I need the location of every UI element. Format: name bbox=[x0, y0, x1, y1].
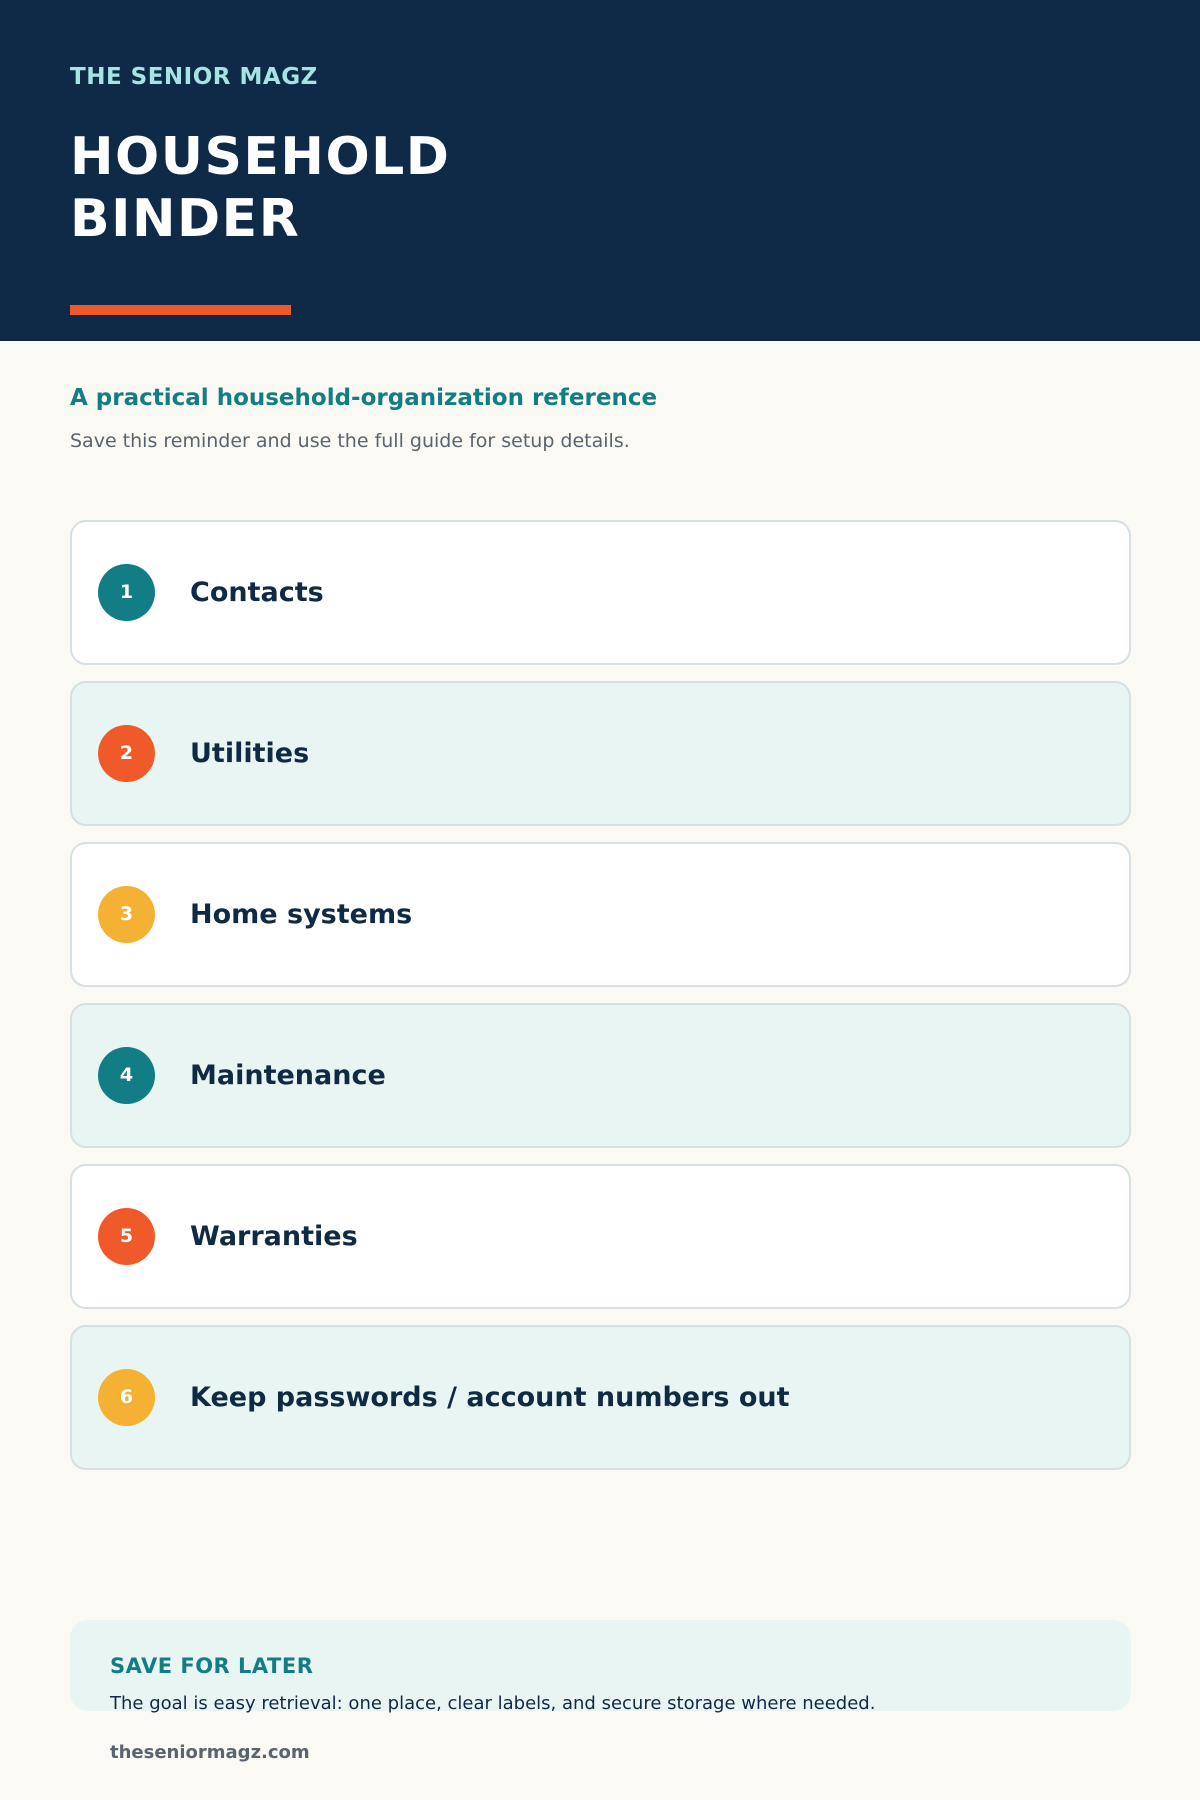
step-number-badge: 6 bbox=[98, 1369, 155, 1426]
section-label: Warranties bbox=[190, 1221, 358, 1252]
title-line-2: BINDER bbox=[70, 189, 301, 249]
section-card-home-systems bbox=[70, 842, 1131, 987]
step-number-badge: 3 bbox=[98, 886, 155, 943]
brand-name: THE SENIOR MAGZ bbox=[70, 64, 318, 90]
section-card-contacts bbox=[70, 520, 1131, 665]
section-label: Home systems bbox=[190, 899, 413, 930]
step-number-badge: 1 bbox=[98, 564, 155, 621]
section-list bbox=[70, 520, 1131, 1486]
subtitle: A practical household-organization reference bbox=[70, 385, 658, 411]
section-label: Utilities bbox=[190, 738, 310, 769]
section-card-utilities bbox=[70, 681, 1131, 826]
step-number-badge: 2 bbox=[98, 725, 155, 782]
section-card-passwords bbox=[70, 1325, 1131, 1470]
intro-text: Save this reminder and use the full guide for setup details. bbox=[70, 430, 630, 452]
save-for-later-title: SAVE FOR LATER bbox=[110, 1654, 314, 1678]
footer-website: theseniormagz.com bbox=[110, 1742, 310, 1763]
header-banner bbox=[0, 0, 1200, 341]
title-line-1: HOUSEHOLD bbox=[70, 127, 451, 187]
section-label: Contacts bbox=[190, 577, 324, 608]
section-card-warranties bbox=[70, 1164, 1131, 1309]
title-accent-bar bbox=[70, 305, 291, 315]
section-card-maintenance bbox=[70, 1003, 1131, 1148]
section-label: Maintenance bbox=[190, 1060, 386, 1091]
section-label: Keep passwords / account numbers out bbox=[190, 1382, 790, 1413]
step-number-badge: 4 bbox=[98, 1047, 155, 1104]
save-for-later-text: The goal is easy retrieval: one place, clear labels, and secure storage where needed. bbox=[110, 1693, 876, 1714]
page-title bbox=[70, 126, 450, 250]
step-number-badge: 5 bbox=[98, 1208, 155, 1265]
